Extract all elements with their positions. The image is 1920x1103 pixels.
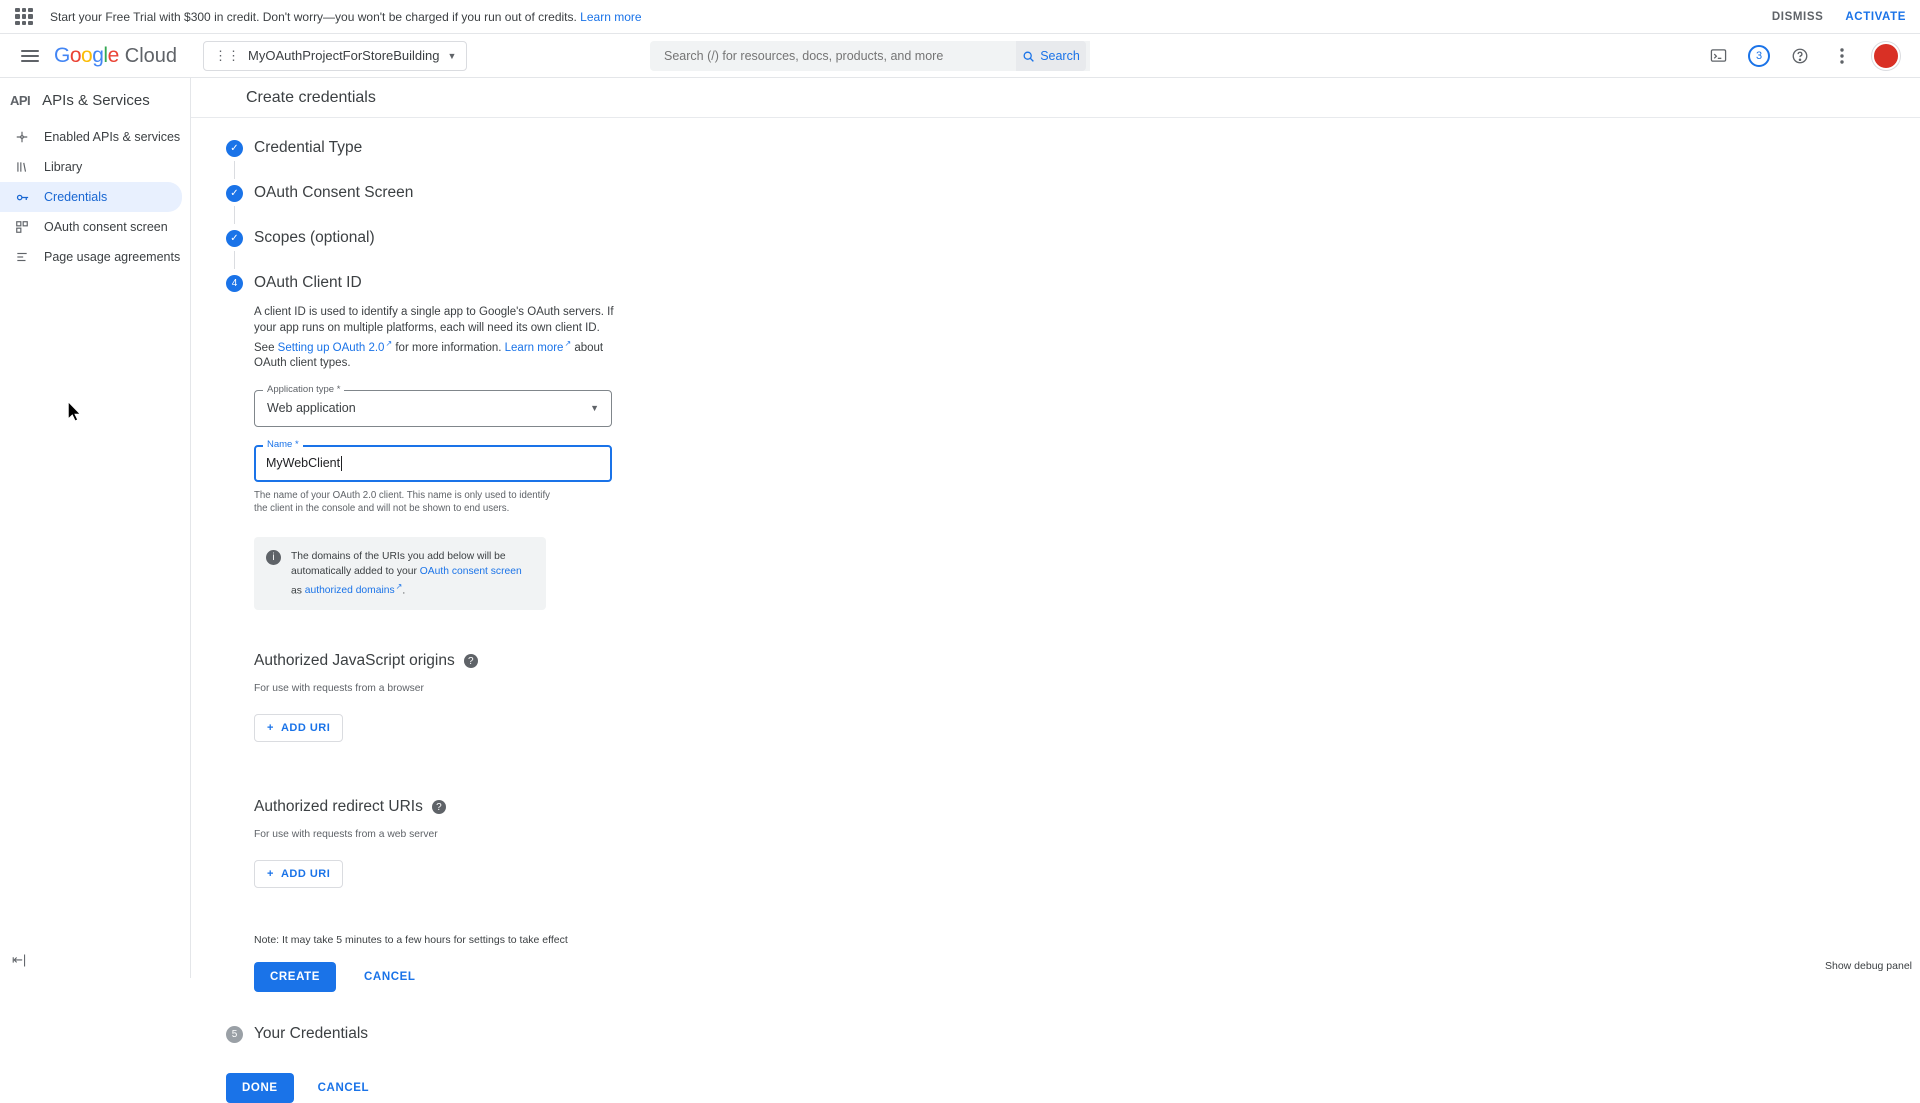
add-uri-label: ADD URI (280, 868, 331, 881)
trial-banner-message: Start your Free Trial with $300 in credit. Don't worry—you won't be charged if you run out of credits. (50, 9, 577, 24)
menu-icon[interactable] (18, 44, 42, 68)
sidebar-item-label: Page usage agreements (44, 250, 181, 264)
application-type-select[interactable] (254, 390, 612, 427)
check-icon: ✓ (226, 230, 243, 247)
sidebar-item-label: OAuth consent screen (44, 220, 168, 234)
wizard-step-your-credentials (226, 1024, 1920, 1043)
done-button[interactable]: DONE (226, 1073, 294, 1103)
name-field[interactable] (254, 438, 612, 482)
sidebar-title-label: APIs & Services (42, 91, 150, 109)
plus-icon: + (267, 722, 274, 735)
step-title: OAuth Client ID (254, 274, 362, 291)
library-icon (14, 160, 30, 174)
chevron-down-icon: ▼ (590, 403, 599, 414)
free-trial-banner (0, 0, 1920, 34)
application-type-field[interactable] (254, 383, 612, 427)
help-icon[interactable] (1788, 44, 1812, 68)
step-number-badge: 5 (226, 1026, 243, 1043)
trial-learn-more-link[interactable]: Learn more (580, 9, 642, 24)
redirect-uris-note: For use with requests from a web server (254, 829, 438, 841)
sidebar-item-label: Library (44, 160, 83, 174)
wizard-step-oauth-client-id (226, 273, 1920, 992)
notifications-badge[interactable]: 3 (1748, 45, 1770, 67)
check-icon: ✓ (226, 185, 243, 202)
step-connector (234, 161, 235, 179)
step-title: Credential Type (254, 139, 363, 156)
trial-banner-actions (1772, 11, 1906, 23)
wizard-step-oauth-consent-screen[interactable] (226, 183, 1920, 202)
plus-icon: + (267, 868, 274, 881)
desc-part-1: A client ID is used to identify a single app to Google's OAuth servers. If your app runs on multiple platforms, each will need its own client ID. See (254, 306, 614, 354)
text-caret (341, 456, 342, 471)
add-redirect-uri-button[interactable] (254, 860, 343, 888)
more-options-icon[interactable] (1830, 44, 1854, 68)
sidebar-item-oauth-consent-screen[interactable] (0, 212, 182, 242)
step-connector (234, 206, 235, 224)
create-button[interactable]: CREATE (254, 962, 336, 992)
google-cloud-logo[interactable] (54, 44, 177, 68)
activate-button[interactable]: ACTIVATE (1845, 10, 1906, 23)
cancel-button[interactable]: CANCEL (356, 962, 424, 992)
add-js-origin-uri-button[interactable] (254, 714, 343, 742)
timing-note: Note: It may take 5 minutes to a few hours for settings to take effect (254, 934, 568, 947)
sidebar-title (0, 78, 190, 122)
client-id-description (254, 305, 614, 372)
step-connector (234, 251, 235, 269)
name-helper-text: The name of your OAuth 2.0 client. This name is only used to identify the client in the console and will not be shown to end users. (254, 489, 550, 514)
name-value: MyWebClient (266, 456, 341, 471)
avatar[interactable] (1872, 42, 1900, 70)
authorized-redirect-uris-header (254, 798, 1920, 816)
topbar-actions (1706, 42, 1910, 70)
apps-grid-icon[interactable] (14, 7, 34, 27)
wizard-step-scopes[interactable] (226, 228, 1920, 247)
search-button[interactable] (1016, 41, 1086, 71)
sidebar-item-credentials[interactable] (0, 182, 182, 212)
learn-more-link[interactable]: Learn more ↗ (505, 342, 572, 354)
info-icon: i (266, 550, 281, 565)
info-part-1: The domains of the URIs you add below will be automatically added to your (291, 550, 506, 577)
collapse-sidebar-icon[interactable]: ⇤| (12, 952, 27, 967)
application-type-value: Web application (267, 401, 356, 416)
consent-icon (14, 220, 30, 234)
wizard-footer-actions (191, 1073, 1920, 1103)
info-part-3: . (402, 585, 406, 597)
sidebar (0, 78, 191, 978)
google-wordmark: Google (54, 43, 119, 67)
section-heading: Authorized redirect URIs (254, 798, 423, 816)
api-icon: API (10, 92, 31, 108)
show-debug-panel-button[interactable]: Show debug panel (1825, 960, 1912, 972)
sidebar-item-enabled-apis[interactable] (0, 122, 182, 152)
trial-banner-text (50, 10, 642, 24)
wizard-step-credential-type[interactable] (226, 138, 1920, 157)
cloud-wordmark: Cloud (124, 44, 178, 67)
step-title (254, 228, 1920, 247)
help-icon[interactable]: ? (432, 800, 446, 814)
sidebar-item-label: Credentials (44, 190, 108, 204)
top-navigation-bar (0, 34, 1920, 78)
step-title-optional: (optional) (305, 229, 375, 246)
key-icon (14, 190, 30, 205)
step-title: Your Credentials (254, 1025, 369, 1043)
dismiss-button[interactable]: DISMISS (1771, 10, 1824, 23)
name-input[interactable] (254, 445, 612, 482)
desc-part-2: for more information. (392, 341, 505, 354)
main-content (191, 78, 1920, 1095)
step-action-buttons (254, 962, 1920, 992)
info-part-2: as (291, 585, 305, 597)
step-number-badge: 4 (226, 275, 243, 292)
footer-cancel-button[interactable]: CANCEL (310, 1073, 378, 1103)
agreements-icon (14, 250, 30, 264)
chevron-down-icon: ▼ (447, 50, 457, 61)
add-uri-label: ADD URI (280, 722, 331, 735)
application-type-label: Application type * (263, 384, 344, 395)
dashboard-icon (14, 130, 30, 144)
cloud-shell-icon[interactable] (1706, 44, 1730, 68)
sidebar-item-page-usage-agreements[interactable] (0, 242, 182, 272)
desc-part-3: about OAuth client types. (254, 341, 604, 370)
help-icon[interactable]: ? (464, 654, 478, 668)
check-icon: ✓ (226, 140, 243, 157)
section-heading: Authorized JavaScript origins (254, 652, 455, 670)
project-icon: ⋮⋮ (214, 47, 241, 63)
oauth-consent-screen-link[interactable]: OAuth consent screen (419, 565, 522, 577)
authorized-js-origins-header (254, 652, 1920, 670)
authorized-domains-link[interactable]: authorized domains ↗ (305, 585, 403, 596)
project-name: MyOAuthProjectForStoreBuilding (248, 48, 440, 63)
search-icon (1022, 50, 1035, 63)
sidebar-item-label: Enabled APIs & services (44, 130, 181, 144)
create-credentials-wizard (191, 118, 1920, 1043)
js-origins-note: For use with requests from a browser (254, 683, 424, 695)
search-button-label: Search (1040, 49, 1080, 63)
page-title: Create credentials (191, 78, 1920, 118)
step-title: OAuth Consent Screen (254, 184, 414, 201)
project-selector[interactable] (203, 41, 467, 71)
domains-info-box (254, 537, 546, 610)
setting-up-oauth-link[interactable]: Setting up OAuth 2.0 ↗ (278, 342, 392, 354)
name-label: Name * (263, 439, 303, 450)
sidebar-item-library[interactable] (0, 152, 182, 182)
domains-info-text (291, 549, 532, 598)
step-title-text: Scopes (254, 229, 306, 246)
